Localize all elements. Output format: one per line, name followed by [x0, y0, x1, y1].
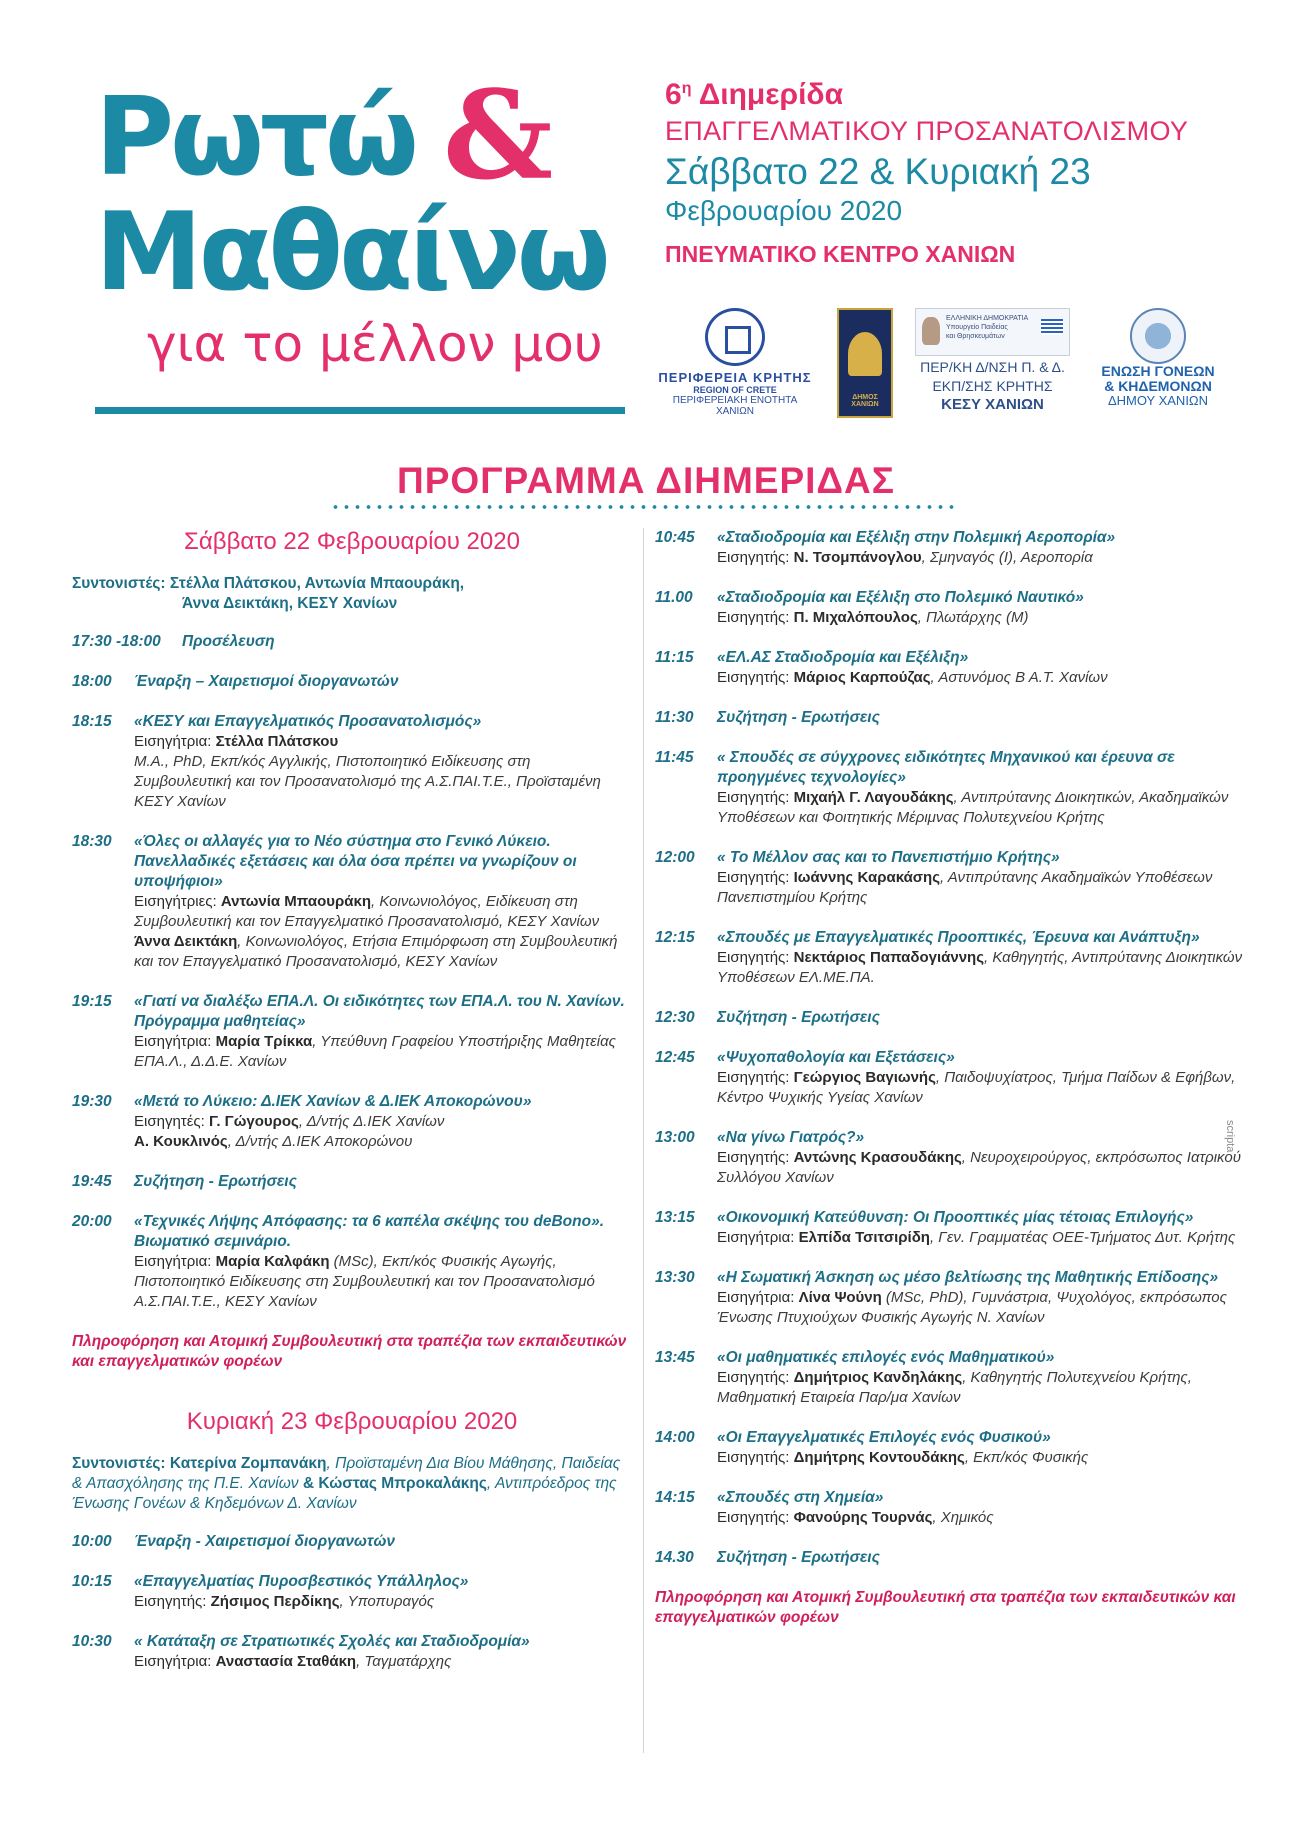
- schedule-title: «Οι Επαγγελματικές Επιλογές ενός Φυσικού»: [717, 1429, 1051, 1446]
- logo-word-rotw: Ρωτώ: [95, 75, 415, 200]
- schedule-title: «Οι μαθηματικές επιλογές ενός Μαθηματικού»: [717, 1349, 1055, 1366]
- ministry-line1: ΠΕΡ/ΚΗ Δ/ΝΣΗ Π. & Δ.: [920, 359, 1065, 375]
- schedule-time: 11:45: [655, 749, 694, 766]
- municipality-label: ΔΗΜΟΣ ΧΑΝΙΩΝ: [851, 394, 879, 408]
- coordinator-role: , Αντιπρόεδρος της Ένωσης Γονέων & Κηδεμόνων Δ. Χανίων: [72, 1475, 617, 1512]
- speaker-role: , Υποπυραγός: [339, 1593, 435, 1610]
- schedule-item: [72, 672, 632, 692]
- speaker-line: [717, 668, 1255, 688]
- schedule-title: «Γιατί να διαλέξω ΕΠΑ.Λ. Οι ειδικότητες των ΕΠΑ.Λ. του Ν. Χανίων. Πρόγραμμα μαθητείας»: [134, 993, 625, 1030]
- partner-parents-union: [1083, 308, 1233, 408]
- schedule-title: «Σπουδές με Επαγγελματικές Προοπτικές, Έρευνα και Ανάπτυξη»: [717, 929, 1200, 946]
- speaker-role: , Γεν. Γραμματέας ΟΕΕ-Τμήματος Δυτ. Κρήτης: [929, 1229, 1236, 1246]
- schedule-time: 18:15: [72, 713, 112, 730]
- schedule-time: 11:30: [655, 709, 694, 726]
- partner-logos: [655, 308, 1275, 428]
- schedule-item: [655, 1128, 1255, 1188]
- speaker-role: , Χημικός: [932, 1509, 994, 1526]
- schedule-title: « Το Μέλλον σας και το Πανεπιστήμιο Κρήτης»: [717, 849, 1060, 866]
- schedule-time: 10:45: [655, 529, 695, 546]
- speaker-label: Εισηγητής:: [717, 1369, 794, 1386]
- dotted-divider: [330, 505, 960, 509]
- speaker-line: [717, 1068, 1255, 1108]
- speaker-line: [717, 788, 1255, 828]
- sunday-coordinators: [72, 1454, 632, 1514]
- logo-word-mathainw: Μαθαίνω: [95, 190, 607, 315]
- speaker-label: Εισηγήτρια:: [134, 1653, 216, 1670]
- schedule-title: Συζήτηση - Ερωτήσεις: [717, 1009, 880, 1026]
- speaker-role: , Δ/ντής Δ.ΙΕΚ Αποκορώνου: [227, 1133, 413, 1150]
- speaker-role: , Αντιπρύτανης Διοικητικών, Ακαδημαϊκών Υποθέσεων και Φοιτητικής Μέριμνας Πολυτεχνείου Κρήτης: [717, 789, 1229, 826]
- schedule-item: [72, 1572, 632, 1612]
- schedule-item: [72, 1172, 632, 1192]
- speaker-name: Ελπίδα Τσιτσιρίδη: [798, 1229, 930, 1246]
- speaker-role: , Νευροχειρούργος, εκπρόσωπος Ιατρικού Συλλόγου Χανίων: [717, 1149, 1241, 1186]
- schedule-item: [655, 1548, 1255, 1568]
- schedule-time: 10:00: [72, 1533, 112, 1550]
- event-info: [665, 78, 1265, 268]
- speaker-line: [717, 548, 1255, 568]
- speaker-name: Αναστασία Σταθάκη: [215, 1653, 357, 1670]
- ministry-line3: ΚΕΣΥ ΧΑΝΙΩΝ: [941, 396, 1044, 413]
- schedule-title: Προσέλευση: [182, 633, 275, 650]
- speaker-line: [717, 868, 1255, 908]
- edition-superscript: η: [681, 80, 692, 97]
- coordinator-role: , Προϊσταμένη Δια Βίου Μάθησης, Παιδείας & Απασχόλησης της Π.Ε. Χανίων: [72, 1455, 621, 1492]
- speaker-line: [134, 1032, 632, 1072]
- schedule-item: [655, 928, 1255, 988]
- speaker-label: Εισηγητής:: [717, 789, 794, 806]
- parents-line3: ΔΗΜΟΥ ΧΑΝΙΩΝ: [1107, 393, 1209, 409]
- schedule-title: «Σπουδές στη Χημεία»: [717, 1489, 884, 1506]
- schedule-title: Συζήτηση - Ερωτήσεις: [717, 709, 880, 726]
- speaker-name: Γ. Γώγουρος: [208, 1113, 299, 1130]
- schedule-time: 13:30: [655, 1269, 695, 1286]
- logo-subtitle: για το μέλλον μου: [147, 315, 603, 373]
- schedule-title: «Σταδιοδρομία και Εξέλιξη στην Πολεμική Αεροπορία»: [717, 529, 1116, 546]
- speaker-line: [717, 1368, 1255, 1408]
- schedule-item: [655, 1428, 1255, 1468]
- coordinators-line2: Άννα Δεικτάκη, ΚΕΣΥ Χανίων: [182, 595, 398, 612]
- schedule-time: 14.30: [655, 1549, 694, 1566]
- speaker-label: Εισηγητής:: [717, 1069, 794, 1086]
- schedule-time: 13:15: [655, 1209, 695, 1226]
- schedule-title: Συζήτηση - Ερωτήσεις: [134, 1173, 297, 1190]
- speaker-role: , Κοινωνιολόγος, Ετήσια Επιμόρφωση στη Συμβουλευτική και τον Επαγγελματικό Προσανατολισμό, ΚΕΣΥ Χανίων: [134, 933, 618, 970]
- right-column: [655, 528, 1255, 1628]
- speaker-name: Αντωνία Μπαουράκη: [220, 893, 371, 910]
- speaker-name: Λίνα Ψούνη: [798, 1289, 882, 1306]
- speaker-name: Μαρία Καλφάκη: [215, 1253, 330, 1270]
- schedule-time: 11:15: [655, 649, 694, 666]
- partner-ministry: [910, 308, 1075, 413]
- schedule-time: 14:00: [655, 1429, 695, 1446]
- schedule-time: 18:30: [72, 833, 112, 850]
- speaker-role: , Εκπ/κός Φυσικής: [964, 1449, 1089, 1466]
- schedule-time: 14:15: [655, 1489, 695, 1506]
- schedule-time: 19:30: [72, 1093, 112, 1110]
- speaker-role: , Πλωτάρχης (Μ): [917, 609, 1029, 626]
- speaker-role: , Υπεύθυνη Γραφείου Υποστήριξης Μαθητείας ΕΠΑ.Λ., Δ.Δ.Ε. Χανίων: [134, 1033, 616, 1070]
- speaker-label: Εισηγητής:: [717, 669, 794, 686]
- partner-region-crete: [655, 308, 815, 417]
- sunday-heading: Κυριακή 23 Φεβρουαρίου 2020: [186, 1408, 518, 1435]
- event-month: Φεβρουαρίου 2020: [665, 195, 903, 226]
- schedule-time: 18:00: [72, 673, 112, 690]
- schedule-item: [72, 1532, 632, 1552]
- speaker-line: [134, 732, 632, 752]
- schedule-title: Συζήτηση - Ερωτήσεις: [717, 1549, 880, 1566]
- speaker-label: Εισηγητής:: [134, 1593, 211, 1610]
- parents-line2: & ΚΗΔΕΜΟΝΩΝ: [1104, 377, 1212, 394]
- parents-union-seal-icon: [1130, 308, 1186, 364]
- schedule-time: 20:00: [72, 1213, 112, 1230]
- speaker-line: [717, 1448, 1255, 1468]
- schedule-title: «Τεχνικές Λήψης Απόφασης: τα 6 καπέλα σκέψης του deBono». Βιωματικό σεμινάριο.: [134, 1213, 605, 1250]
- schedule-item: [72, 832, 632, 972]
- speaker-role: , Ταγματάρχης: [356, 1653, 452, 1670]
- schedule-time: 12:45: [655, 1049, 695, 1066]
- schedule-item: [72, 1212, 632, 1312]
- schedule-item: [655, 1008, 1255, 1028]
- coordinators-label: Συντονιστές:: [72, 575, 170, 592]
- event-logo: [95, 63, 635, 395]
- speaker-label: Εισηγήτριες:: [134, 893, 221, 910]
- schedule-title: «Όλες οι αλλαγές για το Νέο σύστημα στο Γενικό Λύκειο. Πανελλαδικές εξετάσεις και όλα όσα πρέπει να γνωρίζουν οι υποψήφιοι»: [134, 833, 577, 890]
- schedule-item: [655, 1208, 1255, 1248]
- speaker-label: Εισηγήτρια:: [717, 1229, 799, 1246]
- logo-ampersand: &: [443, 63, 554, 207]
- speaker-name: Φανούρης Τουρνάς: [793, 1509, 933, 1526]
- schedule-item: [655, 708, 1255, 728]
- ministry-logo-icon: [915, 308, 1070, 356]
- schedule-item: [655, 588, 1255, 628]
- sunday-info-note: Πληροφόρηση και Ατομική Συμβουλευτική στα τραπέζια των εκπαιδευτικών και επαγγελματικών φορέων: [655, 1589, 1236, 1626]
- coordinators-label: Συντονιστές:: [72, 1455, 170, 1472]
- speaker-label: Εισηγητές:: [134, 1113, 209, 1130]
- speaker-line: [717, 948, 1255, 988]
- schedule-time: 17:30 -18:00: [72, 633, 161, 650]
- schedule-time: 13:00: [655, 1129, 695, 1146]
- schedule-item: [655, 848, 1255, 908]
- speaker-name: Μάριος Καρπούζας: [793, 669, 931, 686]
- schedule-time: 12:00: [655, 849, 695, 866]
- speaker-line: [717, 1148, 1255, 1188]
- speaker-role: , Κοινωνιολόγος, Ειδίκευση στη Συμβουλευτική και τον Επαγγελματικό Προσανατολισμό, ΚΕΣΥ Χανίων: [134, 893, 600, 930]
- partner-municipality: [835, 308, 895, 418]
- speaker-line: [134, 1112, 632, 1132]
- left-column: [72, 528, 632, 1692]
- logo-underline: [95, 407, 625, 414]
- speaker-label: Εισηγητής:: [717, 949, 794, 966]
- saturday-info-note: Πληροφόρηση και Ατομική Συμβουλευτική στα τραπέζια των εκπαιδευτικών και επαγγελματικών φορέων: [72, 1333, 627, 1370]
- printer-mark: scripta: [1224, 1120, 1236, 1153]
- schedule-time: 10:30: [72, 1633, 112, 1650]
- schedule-title: «Επαγγελματίας Πυροσβεστικός Υπάλληλος»: [134, 1573, 469, 1590]
- schedule-item: [655, 1488, 1255, 1528]
- event-dates: Σάββατο 22 & Κυριακή 23: [665, 151, 1091, 192]
- coordinator-name: Κατερίνα Ζομπανάκη: [169, 1455, 327, 1472]
- speaker-line: [134, 1592, 632, 1612]
- speaker-label: Εισηγήτρια:: [134, 733, 216, 750]
- municipality-crest-icon: [837, 308, 893, 418]
- event-venue: ΠΝΕΥΜΑΤΙΚΟ ΚΕΝΤΡΟ ΧΑΝΙΩΝ: [665, 241, 1016, 267]
- saturday-heading: Σάββατο 22 Φεβρουαρίου 2020: [184, 528, 520, 555]
- schedule-time: 13:45: [655, 1349, 695, 1366]
- event-name: ΕΠΑΓΓΕΛΜΑΤΙΚΟΥ ΠΡΟΣΑΝΑΤΟΛΙΣΜΟΥ: [665, 116, 1189, 146]
- speaker-name: Μιχαήλ Γ. Λαγουδάκης: [793, 789, 954, 806]
- schedule-item: [72, 632, 632, 652]
- schedule-title: «Η Σωματική Άσκηση ως μέσο βελτίωσης της Μαθητικής Επίδοσης»: [717, 1269, 1219, 1286]
- schedule-title: « Σπουδές σε σύγχρονες ειδικότητες Μηχανικού και έρευνα σε προηγμένες τεχνολογίες»: [717, 749, 1175, 786]
- schedule-title: Έναρξη - Χαιρετισμοί διοργανωτών: [134, 1533, 395, 1550]
- speaker-name: Ιωάννης Καρακάσης: [793, 869, 941, 886]
- speaker-role: , Αστυνόμος Β Α.Τ. Χανίων: [930, 669, 1108, 686]
- speaker-label: Εισηγητής:: [717, 1449, 794, 1466]
- schedule-time: 12:15: [655, 929, 695, 946]
- speaker-line: [134, 1132, 632, 1152]
- schedule-item: [655, 1268, 1255, 1328]
- speaker-name: Ν. Τσομπάνογλου: [793, 549, 922, 566]
- speaker-line: [717, 608, 1255, 628]
- schedule-title: «Να γίνω Γιατρός?»: [717, 1129, 865, 1146]
- schedule-time: 11.00: [655, 589, 693, 606]
- speaker-label: Εισηγήτρια:: [134, 1033, 216, 1050]
- greek-flag-icon: [1041, 319, 1063, 335]
- speaker-line: [134, 1252, 632, 1312]
- schedule-time: 10:15: [72, 1573, 112, 1590]
- schedule-item: [655, 748, 1255, 828]
- schedule-item: [655, 1048, 1255, 1108]
- schedule-item: [655, 528, 1255, 568]
- speaker-role: , Δ/ντής Δ.ΙΕΚ Χανίων: [298, 1113, 445, 1130]
- schedule-title: «ΕΛ.ΑΣ Σταδιοδρομία και Εξέλιξη»: [717, 649, 969, 666]
- speaker-role: , Καθηγητής Πολυτεχνείου Κρήτης, Μαθηματική Εταιρεία Παρ/μα Χανίων: [717, 1369, 1192, 1406]
- region-unit: ΠΕΡΙΦΕΡΕΙΑΚΗ ΕΝΟΤΗΤΑ ΧΑΝΙΩΝ: [672, 395, 798, 417]
- speaker-label: Εισηγητής:: [717, 869, 794, 886]
- schedule-item: [655, 1348, 1255, 1408]
- schedule-item: [655, 648, 1255, 688]
- greek-emblem-icon: [705, 308, 765, 366]
- schedule-item: [72, 1092, 632, 1152]
- region-name-en: REGION OF CRETE: [693, 385, 777, 395]
- speaker-name: Α. Κουκλινός: [134, 1133, 228, 1150]
- schedule-time: 19:45: [72, 1173, 112, 1190]
- schedule-time: 12:30: [655, 1009, 695, 1026]
- speaker-line: [134, 892, 632, 932]
- column-divider: [643, 528, 644, 1753]
- coordinator-name: & Κώστας Μπροκαλάκης: [302, 1475, 487, 1492]
- speaker-line: [134, 932, 632, 972]
- edition-word: Διημερίδα: [691, 78, 844, 111]
- speaker-label: Εισηγητής:: [717, 549, 794, 566]
- speaker-line: [717, 1288, 1255, 1328]
- speaker-name: Μαρία Τρίκκα: [215, 1033, 313, 1050]
- region-name: ΠΕΡΙΦΕΡΕΙΑ ΚΡΗΤΗΣ: [658, 370, 812, 385]
- speaker-role: (MSc), Εκπ/κός Φυσικής Αγωγής, Πιστοποιητικό Ειδίκευσης στη Συμβουλευτική και τον Προσανατολισμό Α.Σ.ΠΑΙ.Τ.Ε., ΚΕΣΥ Χανίων: [134, 1253, 595, 1310]
- ministry-box-text: ΕΛΛΗΝΙΚΗ ΔΗΜΟΚΡΑΤΙΑ Υπουργείο Παιδείας και Θρησκευμάτων: [946, 315, 1029, 341]
- schedule-title: «Μετά το Λύκειο: Δ.ΙΕΚ Χανίων & Δ.ΙΕΚ Αποκορώνου»: [134, 1093, 532, 1110]
- schedule-title: «Οικονομική Κατεύθυνση: Οι Προοπτικές μίας τέτοιας Επιλογής»: [717, 1209, 1194, 1226]
- schedule-title: Έναρξη – Χαιρετισμοί διοργανωτών: [134, 673, 399, 690]
- coordinators-line1: Στέλλα Πλάτσκου, Αντωνία Μπαουράκη,: [169, 575, 465, 592]
- speaker-line: [717, 1228, 1255, 1248]
- schedule-item: [72, 1632, 632, 1672]
- speaker-line: [134, 1652, 632, 1672]
- event-edition: [665, 78, 1265, 112]
- schedule-title: «ΚΕΣΥ και Επαγγελματικός Προσανατολισμός»: [134, 713, 482, 730]
- speaker-role: , Καθηγητής, Αντιπρύτανης Διοικητικών Υποθέσεων ΕΛ.ΜΕ.ΠΑ.: [717, 949, 1243, 986]
- speaker-label: Εισηγήτρια:: [134, 1253, 216, 1270]
- speaker-label: Εισηγητής:: [717, 1509, 794, 1526]
- speaker-description: M.A., PhD, Εκπ/κός Αγγλικής, Πιστοποιητικό Ειδίκευσης στη Συμβουλευτική και τον Προσανατολισμό της Α.Σ.ΠΑΙ.Τ.Ε., Προϊσταμένη ΚΕΣΥ Χανίων: [134, 753, 601, 810]
- schedule-item: [72, 712, 632, 812]
- saturday-coordinators: [72, 574, 632, 614]
- speaker-name: Νεκτάριος Παπαδογιάννης: [793, 949, 984, 966]
- speaker-label: Εισηγητής:: [717, 1149, 794, 1166]
- speaker-name: Αντώνης Κρασουδάκης: [793, 1149, 962, 1166]
- speaker-role: , Αντιπρύτανης Ακαδημαϊκών Υποθέσεων Πανεπιστημίου Κρήτης: [717, 869, 1213, 906]
- speaker-name: Δημήτρης Κοντουδάκης: [793, 1449, 965, 1466]
- schedule-time: 19:15: [72, 993, 112, 1010]
- speaker-line: [717, 1508, 1255, 1528]
- speaker-role: , Σμηναγός (Ι), Αεροπορία: [921, 549, 1093, 566]
- schedule-title: «Σταδιοδρομία και Εξέλιξη στο Πολεμικό Ναυτικό»: [717, 589, 1084, 606]
- speaker-name: Γεώργιος Βαγιωνής: [793, 1069, 936, 1086]
- speaker-label: Εισηγητής:: [717, 609, 794, 626]
- schedule-title: «Ψυχοπαθολογία και Εξετάσεις»: [717, 1049, 955, 1066]
- speaker-name: Στέλλα Πλάτσκου: [215, 733, 339, 750]
- speaker-role: , Παιδοψυχίατρος, Τμήμα Παίδων & Εφήβων, Κέντρο Ψυχικής Υγείας Χανίων: [717, 1069, 1236, 1106]
- schedule-title: « Κατάταξη σε Στρατιωτικές Σχολές και Σταδιοδρομία»: [134, 1633, 530, 1650]
- parents-line1: ΕΝΩΣΗ ΓΟΝΕΩΝ: [1101, 363, 1215, 379]
- schedule-item: [72, 992, 632, 1072]
- speaker-name: Άννα Δεικτάκη: [134, 933, 238, 950]
- speaker-name: Δημήτριος Κανδηλάκης: [793, 1369, 963, 1386]
- program-title: ΠΡΟΓΡΑΜΜΑ ΔΙΗΜΕΡΙΔΑΣ: [397, 460, 895, 501]
- speaker-name: Π. Μιχαλόπουλος: [793, 609, 918, 626]
- speaker-name: Ζήσιμος Περδίκης: [210, 1593, 340, 1610]
- edition-number: 6: [665, 78, 682, 111]
- speaker-role: (MSc, PhD), Γυμνάστρια, Ψυχολόγος, εκπρόσωπος Ένωσης Πτυχιούχων Φυσικής Αγωγής Ν. Χανίων: [717, 1289, 1227, 1326]
- speaker-label: Εισηγήτρια:: [717, 1289, 799, 1306]
- ministry-line2: ΕΚΠ/ΣΗΣ ΚΡΗΤΗΣ: [932, 378, 1053, 394]
